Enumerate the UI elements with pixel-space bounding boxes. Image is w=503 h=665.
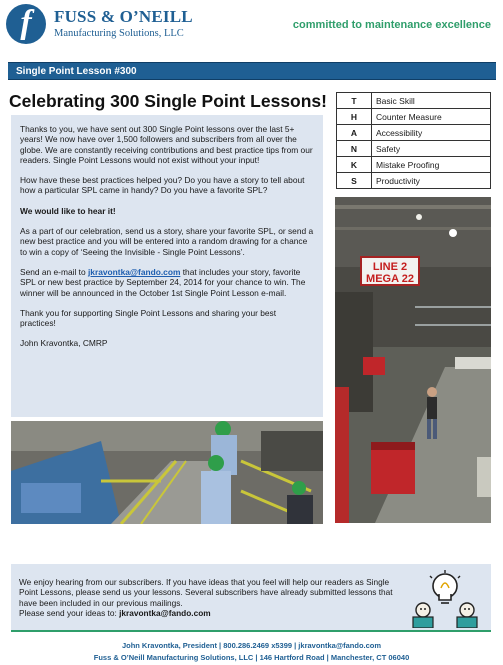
company-subtitle: Manufacturing Solutions, LLC	[54, 28, 184, 39]
email-text-before: Send an e-mail to	[20, 266, 88, 277]
email-link[interactable]: jkravontka@fando.com	[87, 266, 181, 277]
legend-code: H	[337, 109, 372, 125]
legend-label: Counter Measure	[372, 109, 491, 125]
legend-row	[337, 157, 491, 173]
legend-label: Basic Skill	[372, 93, 491, 109]
spl-category-legend	[336, 92, 491, 189]
paragraph-callout: We would like to hear it!	[20, 205, 116, 216]
legend-label: Accessibility	[372, 125, 491, 141]
line-sign-text-1: LINE 2	[372, 261, 408, 273]
workers-illustration	[11, 421, 323, 524]
legend-code: S	[337, 173, 372, 189]
footer-address: Fuss & O’Neill Manufacturing Solutions, LLC | 146 Hartford Road | Manchester, CT 06040	[93, 653, 410, 662]
subscriber-callout	[11, 564, 491, 632]
paragraph-intro: Thanks to you, we have sent out 300 Single Point lessons over the last 5+ years! We now have over 1,500 followers and subscribers from all over the globe. We are constantly receiving contributions and best practice tips from our readers. Single Point Lessons would not exist without your input!	[20, 124, 313, 165]
legend-code: K	[337, 157, 372, 173]
legend-label: Safety	[372, 141, 491, 157]
workers-photo	[11, 421, 323, 524]
legend-row	[337, 125, 491, 141]
signature: John Kravontka, CMRP	[20, 338, 108, 349]
lesson-banner	[8, 62, 496, 80]
factory-floor-photo	[335, 197, 491, 523]
subscriber-callout-text	[19, 577, 394, 619]
tagline: committed to maintenance excellence	[292, 19, 491, 31]
email-text-after: that includes your story, favorite SPL or new best practice by September 24, 2014 for your chance to win. The winner will be announced in the October 1st Single Point Lesson e-mail.	[20, 266, 306, 298]
send-ideas-label: Please send your ideas to:	[19, 608, 120, 619]
legend-row	[337, 141, 491, 157]
legend-code: T	[337, 93, 372, 109]
paragraph-email	[20, 267, 314, 298]
company-name: FUSS & O’NEILL	[54, 7, 193, 26]
send-ideas-email[interactable]: jkravontka@fando.com	[119, 608, 211, 619]
subscriber-message: We enjoy hearing from our subscribers. If you have ideas that you feel will help our readers as Single Point Lessons, please send us your lessons. Several subscribers have already submitted lessons that have been included in our previous mailings.	[19, 577, 393, 608]
line-sign-text-2: MEGA 22	[366, 273, 414, 285]
legend-row	[337, 109, 491, 125]
paragraph-celebration: As a part of our celebration, send us a story, share your favorite SPL, or send a new best practice and you will be entered into a random drawing for a chance to win a copy of ‘Seeing the Invisible - Single Point Lessons’.	[20, 226, 314, 257]
logo-letter: f	[20, 4, 32, 41]
page-title: Celebrating 300 Single Point Lessons!	[9, 91, 327, 111]
paragraph-questions: How have these best practices helped you? Do you have a story to tell about how a particular SPL came in handy? Do you have a favorite SPL?	[20, 175, 305, 196]
lightbulb-people-icon	[403, 570, 483, 628]
legend-code: N	[337, 141, 372, 157]
paragraph-thanks: Thank you for supporting Single Point Lessons and sharing your best practices!	[20, 307, 277, 329]
footer-contact: John Kravontka, President | 800.286.2469 x5399 | jkravontka@fando.com	[121, 641, 382, 650]
factory-floor-illustration	[335, 197, 491, 523]
legend-code: A	[337, 125, 372, 141]
legend-row	[337, 93, 491, 109]
legend-row	[337, 173, 491, 189]
legend-label: Mistake Proofing	[372, 157, 491, 173]
article-body	[11, 115, 323, 417]
legend-label: Productivity	[372, 173, 491, 189]
lesson-number: Single Point Lesson #300	[16, 66, 137, 77]
